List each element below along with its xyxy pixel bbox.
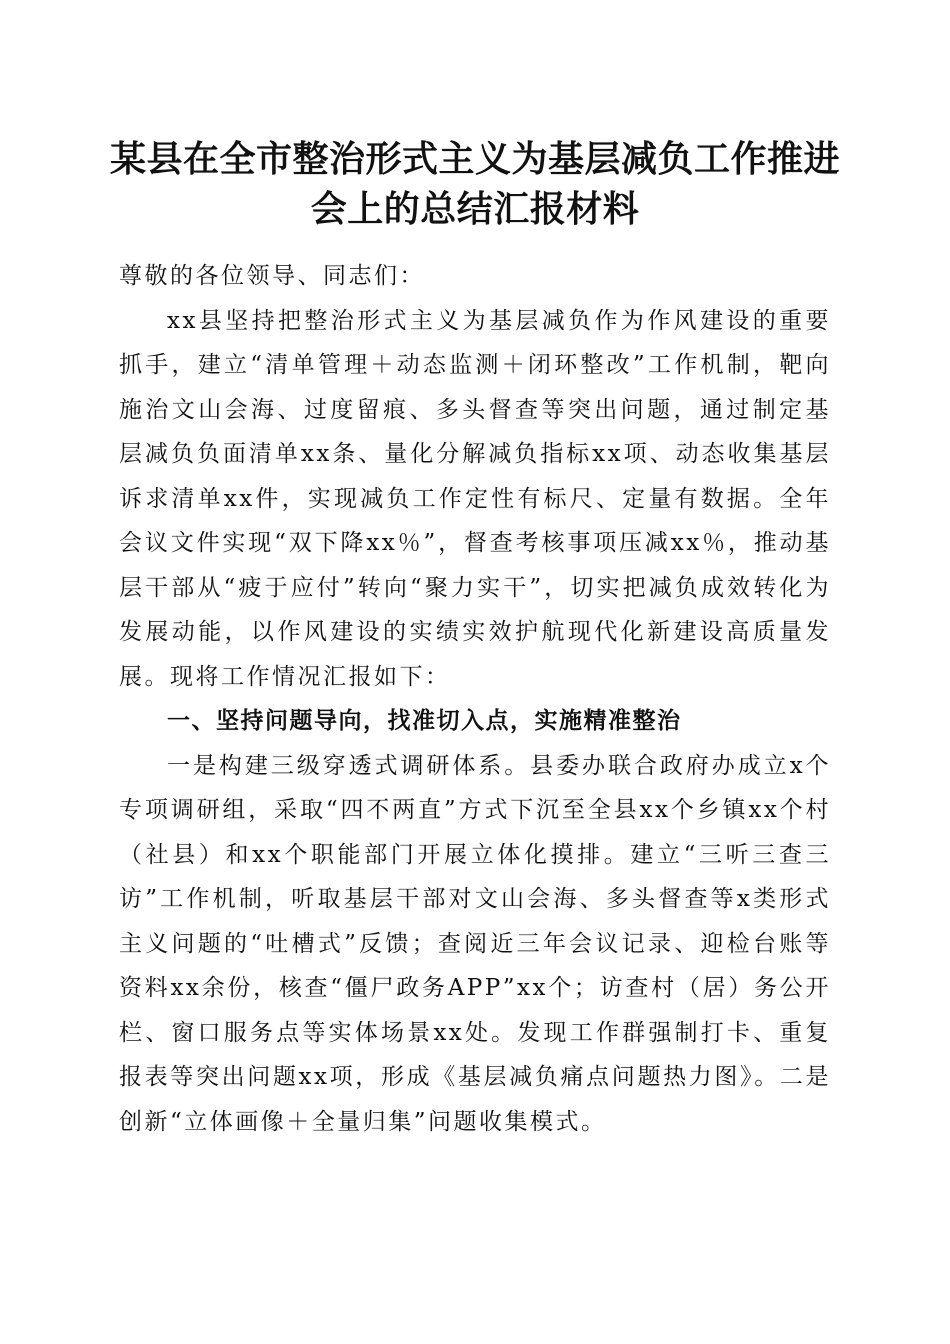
intro-paragraph: xx县坚持把整治形式主义为基层减负作为作风建设的重要抓手，建立“清单管理＋动态监测＋闭环整改”工作机制，靶向施治文山会海、过度留痕、多头督查等突出问题，通过制定基层减负负面清单xx条、量化分解减负指标xx项、动态收集基层诉求清单xx件，实现减负工作定性有标尺、定量有数据。全年会议文件实现“双下降xx％”，督查考核事项压减xx％，推动基层干部从“疲于应付”转向“聚力实干”，切实把减负成效转化为发展动能，以作风建设的实绩实效护航现代化新建设高质量发展。现将工作情况汇报如下： <box>119 307 831 690</box>
section-1-paragraph: 一是构建三级穿透式调研体系。县委办联合政府办成立x个专项调研组，采取“四不两直”方式下沉至全县xx个乡镇xx个村（社县）和xx个职能部门开展立体化摸排。建立“三听三查三访”工作机制，听取基层干部对文山会海、多头督查等x类形式主义问题的“吐槽式”反馈；查阅近三年会议记录、迎检台账等资料xx余份，核查“僵尸政务APP”xx个；访查村（居）务公开栏、窗口服务点等实体场景xx处。发现工作群强制打卡、重复报表等突出问题xx项，形成《基层减负痛点问题热力图》。二是创新“立体画像＋全量归集”问题收集模式。 <box>119 752 831 1135</box>
document-body <box>119 254 831 1144</box>
document-title <box>100 134 850 234</box>
section-heading-1: 一、坚持问题导向，找准切入点，实施精准整治 <box>167 708 682 734</box>
salutation: 尊敬的各位领导、同志们： <box>119 263 425 289</box>
title-line-1: 某县在全市整治形式主义为基层减负工作推进 <box>109 138 840 180</box>
title-line-2: 会上的总结汇报材料 <box>310 188 640 230</box>
